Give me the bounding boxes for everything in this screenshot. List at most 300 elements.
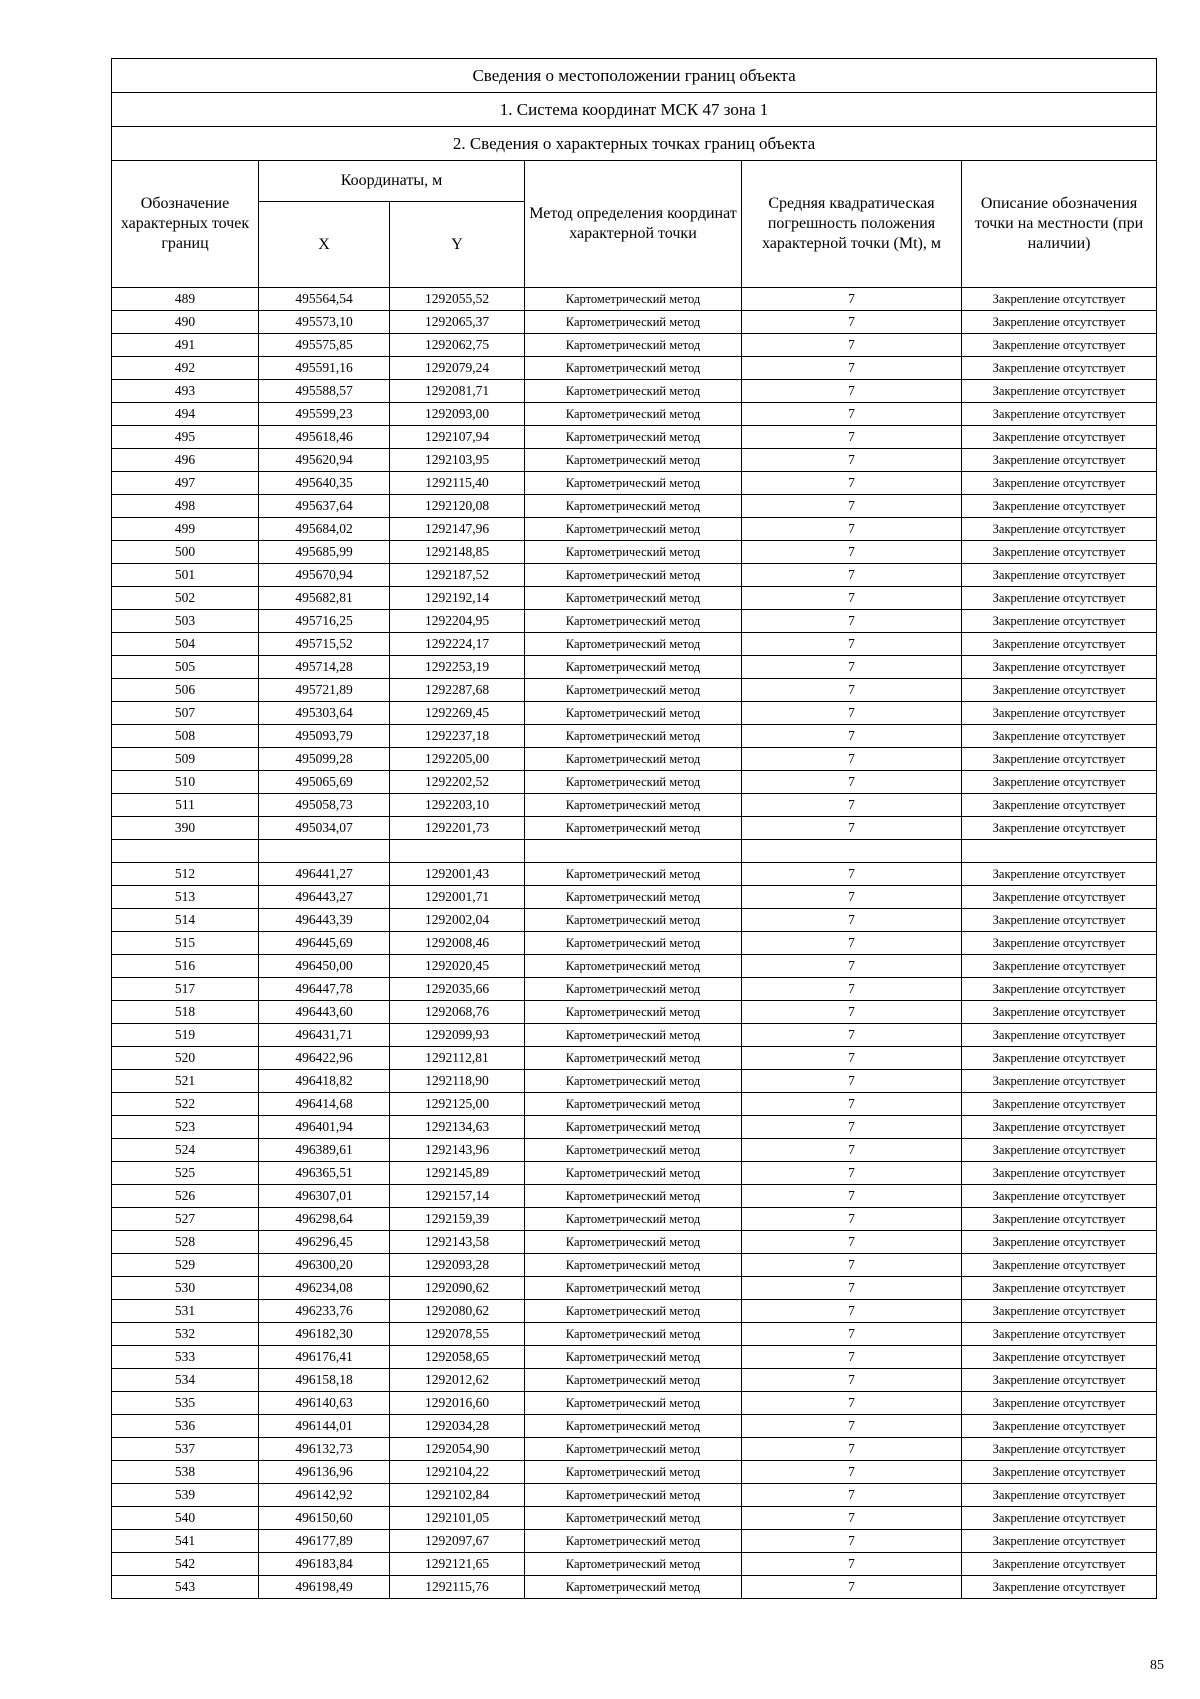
description-cell: Закрепление отсутствует [962,334,1157,357]
coordinate-system: 1. Система координат МСК 47 зона 1 [112,93,1157,127]
error-cell: 7 [742,518,962,541]
description-cell: Закрепление отсутствует [962,1507,1157,1530]
method-cell: Картометрический метод [525,1047,742,1070]
x-coordinate-cell: 496443,27 [259,886,390,909]
x-coordinate-cell: 496132,73 [259,1438,390,1461]
point-id-cell: 526 [112,1185,259,1208]
point-id-cell: 390 [112,817,259,840]
table-row [112,1093,1157,1116]
x-coordinate-cell: 495303,64 [259,702,390,725]
error-cell: 7 [742,1369,962,1392]
y-coordinate-cell: 1292002,04 [390,909,525,932]
description-cell: Закрепление отсутствует [962,771,1157,794]
table-row [112,886,1157,909]
table-row [112,495,1157,518]
header-y: Y [390,202,525,288]
point-id-cell: 531 [112,1300,259,1323]
method-cell: Картометрический метод [525,1300,742,1323]
point-id-cell: 540 [112,1507,259,1530]
point-id-cell: 492 [112,357,259,380]
method-cell: Картометрический метод [525,357,742,380]
point-id-cell: 521 [112,1070,259,1093]
description-cell: Закрепление отсутствует [962,426,1157,449]
table-row [112,518,1157,541]
point-id-cell: 501 [112,564,259,587]
table-row [112,288,1157,311]
y-coordinate-cell: 1292001,43 [390,863,525,886]
y-coordinate-cell: 1292102,84 [390,1484,525,1507]
table-row [112,771,1157,794]
y-coordinate-cell: 1292080,62 [390,1300,525,1323]
description-cell: Закрепление отсутствует [962,288,1157,311]
description-cell: Закрепление отсутствует [962,1392,1157,1415]
description-cell: Закрепление отсутствует [962,1553,1157,1576]
description-cell: Закрепление отсутствует [962,1208,1157,1231]
description-cell: Закрепление отсутствует [962,1300,1157,1323]
y-coordinate-cell: 1292237,18 [390,725,525,748]
table-row [112,1116,1157,1139]
x-coordinate-cell: 495599,23 [259,403,390,426]
description-cell: Закрепление отсутствует [962,449,1157,472]
y-coordinate-cell: 1292224,17 [390,633,525,656]
table-row [112,1530,1157,1553]
x-coordinate-cell: 495588,57 [259,380,390,403]
y-coordinate-cell: 1292147,96 [390,518,525,541]
table-row [112,1507,1157,1530]
error-cell: 7 [742,1346,962,1369]
header-error: Средняя квадратическая погрешность положения характерной точки (Mt), м [742,161,962,288]
method-cell: Картометрический метод [525,1231,742,1254]
x-coordinate-cell: 496447,78 [259,978,390,1001]
y-coordinate-cell: 1292101,05 [390,1507,525,1530]
table-row [112,1576,1157,1599]
description-cell: Закрепление отсутствует [962,1116,1157,1139]
y-coordinate-cell: 1292112,81 [390,1047,525,1070]
x-coordinate-cell [259,840,390,863]
error-cell: 7 [742,886,962,909]
point-id-cell: 523 [112,1116,259,1139]
method-cell: Картометрический метод [525,1323,742,1346]
method-cell: Картометрический метод [525,403,742,426]
point-id-cell: 535 [112,1392,259,1415]
error-cell: 7 [742,1162,962,1185]
method-cell: Картометрический метод [525,1576,742,1599]
error-cell: 7 [742,1185,962,1208]
description-cell: Закрепление отсутствует [962,541,1157,564]
x-coordinate-cell: 495573,10 [259,311,390,334]
table-row [112,610,1157,633]
x-coordinate-cell: 495715,52 [259,633,390,656]
point-id-cell: 513 [112,886,259,909]
table-row [112,311,1157,334]
table-row [112,1139,1157,1162]
method-cell: Картометрический метод [525,1484,742,1507]
point-id-cell: 524 [112,1139,259,1162]
y-coordinate-cell: 1292093,28 [390,1254,525,1277]
x-coordinate-cell: 496307,01 [259,1185,390,1208]
x-coordinate-cell: 496443,60 [259,1001,390,1024]
x-coordinate-cell: 496183,84 [259,1553,390,1576]
y-coordinate-cell: 1292157,14 [390,1185,525,1208]
x-coordinate-cell: 496422,96 [259,1047,390,1070]
point-id-cell: 514 [112,909,259,932]
method-cell: Картометрический метод [525,1530,742,1553]
x-coordinate-cell: 496296,45 [259,1231,390,1254]
error-cell: 7 [742,794,962,817]
error-cell: 7 [742,587,962,610]
description-cell: Закрепление отсутствует [962,610,1157,633]
error-cell: 7 [742,1093,962,1116]
y-coordinate-cell: 1292107,94 [390,426,525,449]
table-row [112,978,1157,1001]
header-coordinates: Координаты, м [259,161,525,202]
x-coordinate-cell: 495575,85 [259,334,390,357]
error-cell: 7 [742,748,962,771]
description-cell: Закрепление отсутствует [962,633,1157,656]
method-cell: Картометрический метод [525,449,742,472]
method-cell: Картометрический метод [525,1208,742,1231]
point-id-cell: 503 [112,610,259,633]
y-coordinate-cell: 1292065,37 [390,311,525,334]
error-cell: 7 [742,656,962,679]
x-coordinate-cell: 496365,51 [259,1162,390,1185]
description-cell: Закрепление отсутствует [962,1139,1157,1162]
point-id-cell: 529 [112,1254,259,1277]
point-id-cell: 518 [112,1001,259,1024]
method-cell: Картометрический метод [525,955,742,978]
y-coordinate-cell: 1292115,76 [390,1576,525,1599]
x-coordinate-cell: 496445,69 [259,932,390,955]
description-cell: Закрепление отсутствует [962,679,1157,702]
table-row [112,1392,1157,1415]
x-coordinate-cell: 495620,94 [259,449,390,472]
description-cell: Закрепление отсутствует [962,1070,1157,1093]
error-cell: 7 [742,1070,962,1093]
method-cell: Картометрический метод [525,472,742,495]
description-cell: Закрепление отсутствует [962,1001,1157,1024]
x-coordinate-cell: 496198,49 [259,1576,390,1599]
table-row [112,679,1157,702]
error-cell: 7 [742,1231,962,1254]
error-cell: 7 [742,1530,962,1553]
y-coordinate-cell: 1292118,90 [390,1070,525,1093]
y-coordinate-cell: 1292120,08 [390,495,525,518]
error-cell: 7 [742,1116,962,1139]
description-cell: Закрепление отсутствует [962,656,1157,679]
point-id-cell: 510 [112,771,259,794]
method-cell: Картометрический метод [525,518,742,541]
method-cell: Картометрический метод [525,978,742,1001]
error-cell: 7 [742,1323,962,1346]
y-coordinate-cell: 1292201,73 [390,817,525,840]
description-cell: Закрепление отсутствует [962,955,1157,978]
description-cell: Закрепление отсутствует [962,794,1157,817]
error-cell: 7 [742,311,962,334]
table-row [112,1484,1157,1507]
y-coordinate-cell: 1292103,95 [390,449,525,472]
y-coordinate-cell: 1292148,85 [390,541,525,564]
method-cell: Картометрический метод [525,633,742,656]
error-cell: 7 [742,1392,962,1415]
method-cell: Картометрический метод [525,656,742,679]
table-row [112,932,1157,955]
table-row [112,1461,1157,1484]
method-cell: Картометрический метод [525,1001,742,1024]
table-row [112,564,1157,587]
point-id-cell: 517 [112,978,259,1001]
y-coordinate-cell: 1292287,68 [390,679,525,702]
point-id-cell: 533 [112,1346,259,1369]
table-row [112,1231,1157,1254]
table-row [112,702,1157,725]
error-cell: 7 [742,403,962,426]
error-cell: 7 [742,771,962,794]
point-id-cell: 525 [112,1162,259,1185]
point-id-cell: 522 [112,1093,259,1116]
table-row [112,817,1157,840]
method-cell: Картометрический метод [525,334,742,357]
x-coordinate-cell: 496298,64 [259,1208,390,1231]
description-cell: Закрепление отсутствует [962,1323,1157,1346]
error-cell: 7 [742,380,962,403]
table-row [112,840,1157,863]
method-cell: Картометрический метод [525,1024,742,1047]
description-cell: Закрепление отсутствует [962,495,1157,518]
y-coordinate-cell: 1292078,55 [390,1323,525,1346]
table-row [112,1070,1157,1093]
description-cell: Закрепление отсутствует [962,1346,1157,1369]
method-cell: Картометрический метод [525,380,742,403]
description-cell: Закрепление отсутствует [962,1093,1157,1116]
method-cell: Картометрический метод [525,1507,742,1530]
table-row [112,1323,1157,1346]
point-id-cell: 494 [112,403,259,426]
description-cell: Закрепление отсутствует [962,1415,1157,1438]
method-cell: Картометрический метод [525,725,742,748]
table-row [112,725,1157,748]
description-cell: Закрепление отсутствует [962,932,1157,955]
error-cell: 7 [742,357,962,380]
point-id-cell: 532 [112,1323,259,1346]
description-cell: Закрепление отсутствует [962,357,1157,380]
x-coordinate-cell: 496234,08 [259,1277,390,1300]
x-coordinate-cell: 495685,99 [259,541,390,564]
method-cell: Картометрический метод [525,610,742,633]
y-coordinate-cell: 1292020,45 [390,955,525,978]
description-cell: Закрепление отсутствует [962,1530,1157,1553]
table-row [112,1162,1157,1185]
x-coordinate-cell: 495714,28 [259,656,390,679]
error-cell: 7 [742,1553,962,1576]
x-coordinate-cell: 496150,60 [259,1507,390,1530]
method-cell: Картометрический метод [525,1461,742,1484]
table-row [112,426,1157,449]
error-cell: 7 [742,702,962,725]
error-cell: 7 [742,955,962,978]
x-coordinate-cell: 496441,27 [259,863,390,886]
error-cell: 7 [742,725,962,748]
description-cell: Закрепление отсутствует [962,1254,1157,1277]
x-coordinate-cell: 496136,96 [259,1461,390,1484]
y-coordinate-cell: 1292203,10 [390,794,525,817]
point-id-cell: 495 [112,426,259,449]
y-coordinate-cell: 1292058,65 [390,1346,525,1369]
header-designation: Обозначение характерных точек границ [112,161,259,288]
header-x: X [259,202,390,288]
description-cell: Закрепление отсутствует [962,564,1157,587]
point-id-cell: 490 [112,311,259,334]
method-cell: Картометрический метод [525,1185,742,1208]
y-coordinate-cell: 1292143,58 [390,1231,525,1254]
description-cell: Закрепление отсутствует [962,748,1157,771]
point-id-cell: 498 [112,495,259,518]
point-id-cell: 499 [112,518,259,541]
table-row [112,357,1157,380]
x-coordinate-cell: 495093,79 [259,725,390,748]
description-cell: Закрепление отсутствует [962,886,1157,909]
y-coordinate-cell: 1292143,96 [390,1139,525,1162]
error-cell: 7 [742,1461,962,1484]
y-coordinate-cell: 1292192,14 [390,587,525,610]
page-number: 85 [1150,1658,1164,1673]
point-id-cell: 509 [112,748,259,771]
y-coordinate-cell: 1292034,28 [390,1415,525,1438]
table-row [112,1047,1157,1070]
method-cell: Картометрический метод [525,1116,742,1139]
description-cell: Закрепление отсутствует [962,1576,1157,1599]
point-id-cell: 502 [112,587,259,610]
description-cell: Закрепление отсутствует [962,702,1157,725]
point-id-cell: 543 [112,1576,259,1599]
error-cell: 7 [742,1024,962,1047]
y-coordinate-cell: 1292269,45 [390,702,525,725]
description-cell: Закрепление отсутствует [962,1438,1157,1461]
method-cell: Картометрический метод [525,1369,742,1392]
method-cell: Картометрический метод [525,748,742,771]
method-cell: Картометрический метод [525,1093,742,1116]
table-row [112,1277,1157,1300]
description-cell: Закрепление отсутствует [962,311,1157,334]
y-coordinate-cell: 1292187,52 [390,564,525,587]
error-cell: 7 [742,1576,962,1599]
description-cell: Закрепление отсутствует [962,817,1157,840]
method-cell: Картометрический метод [525,817,742,840]
method-cell: Картометрический метод [525,1438,742,1461]
point-id-cell: 515 [112,932,259,955]
point-id-cell: 536 [112,1415,259,1438]
point-id-cell: 511 [112,794,259,817]
description-cell: Закрепление отсутствует [962,1047,1157,1070]
x-coordinate-cell: 495637,64 [259,495,390,518]
error-cell: 7 [742,564,962,587]
x-coordinate-cell: 495034,07 [259,817,390,840]
error-cell: 7 [742,1047,962,1070]
point-id-cell: 489 [112,288,259,311]
x-coordinate-cell: 495618,46 [259,426,390,449]
method-cell: Картометрический метод [525,702,742,725]
y-coordinate-cell: 1292099,93 [390,1024,525,1047]
table-row [112,334,1157,357]
x-coordinate-cell: 496176,41 [259,1346,390,1369]
point-id-cell: 497 [112,472,259,495]
point-id-cell: 541 [112,1530,259,1553]
table-row [112,656,1157,679]
point-id-cell: 506 [112,679,259,702]
table-row [112,472,1157,495]
x-coordinate-cell: 495640,35 [259,472,390,495]
table-row [112,863,1157,886]
table-row [112,587,1157,610]
x-coordinate-cell: 495682,81 [259,587,390,610]
error-cell: 7 [742,472,962,495]
x-coordinate-cell: 496389,61 [259,1139,390,1162]
x-coordinate-cell: 496300,20 [259,1254,390,1277]
description-cell: Закрепление отсутствует [962,1369,1157,1392]
table-body [112,288,1157,1599]
table-row [112,794,1157,817]
method-cell: Картометрический метод [525,794,742,817]
y-coordinate-cell: 1292253,19 [390,656,525,679]
method-cell: Картометрический метод [525,1277,742,1300]
x-coordinate-cell: 496443,39 [259,909,390,932]
method-cell: Картометрический метод [525,1162,742,1185]
error-cell: 7 [742,426,962,449]
description-cell: Закрепление отсутствует [962,1484,1157,1507]
description-cell: Закрепление отсутствует [962,725,1157,748]
error-cell: 7 [742,1208,962,1231]
point-id-cell: 496 [112,449,259,472]
method-cell: Картометрический метод [525,771,742,794]
method-cell [525,840,742,863]
y-coordinate-cell: 1292205,00 [390,748,525,771]
x-coordinate-cell: 496158,18 [259,1369,390,1392]
x-coordinate-cell: 496450,00 [259,955,390,978]
coordinates-table [111,58,1157,1599]
error-cell: 7 [742,932,962,955]
table-row [112,1438,1157,1461]
header-description: Описание обозначения точки на местности (при наличии) [962,161,1157,288]
x-coordinate-cell: 496233,76 [259,1300,390,1323]
point-id-cell: 500 [112,541,259,564]
x-coordinate-cell: 496140,63 [259,1392,390,1415]
y-coordinate-cell [390,840,525,863]
x-coordinate-cell: 495058,73 [259,794,390,817]
error-cell: 7 [742,679,962,702]
point-id-cell: 491 [112,334,259,357]
error-cell: 7 [742,1415,962,1438]
table-row [112,449,1157,472]
table-row [112,1001,1157,1024]
description-cell: Закрепление отсутствует [962,978,1157,1001]
method-cell: Картометрический метод [525,587,742,610]
method-cell: Картометрический метод [525,863,742,886]
description-cell: Закрепление отсутствует [962,587,1157,610]
description-cell: Закрепление отсутствует [962,1185,1157,1208]
point-id-cell: 507 [112,702,259,725]
x-coordinate-cell: 496401,94 [259,1116,390,1139]
y-coordinate-cell: 1292159,39 [390,1208,525,1231]
description-cell: Закрепление отсутствует [962,380,1157,403]
y-coordinate-cell: 1292055,52 [390,288,525,311]
table-row [112,1300,1157,1323]
method-cell: Картометрический метод [525,1346,742,1369]
y-coordinate-cell: 1292097,67 [390,1530,525,1553]
table-row [112,1024,1157,1047]
point-id-cell: 520 [112,1047,259,1070]
method-cell: Картометрический метод [525,1553,742,1576]
y-coordinate-cell: 1292001,71 [390,886,525,909]
point-id-cell: 527 [112,1208,259,1231]
